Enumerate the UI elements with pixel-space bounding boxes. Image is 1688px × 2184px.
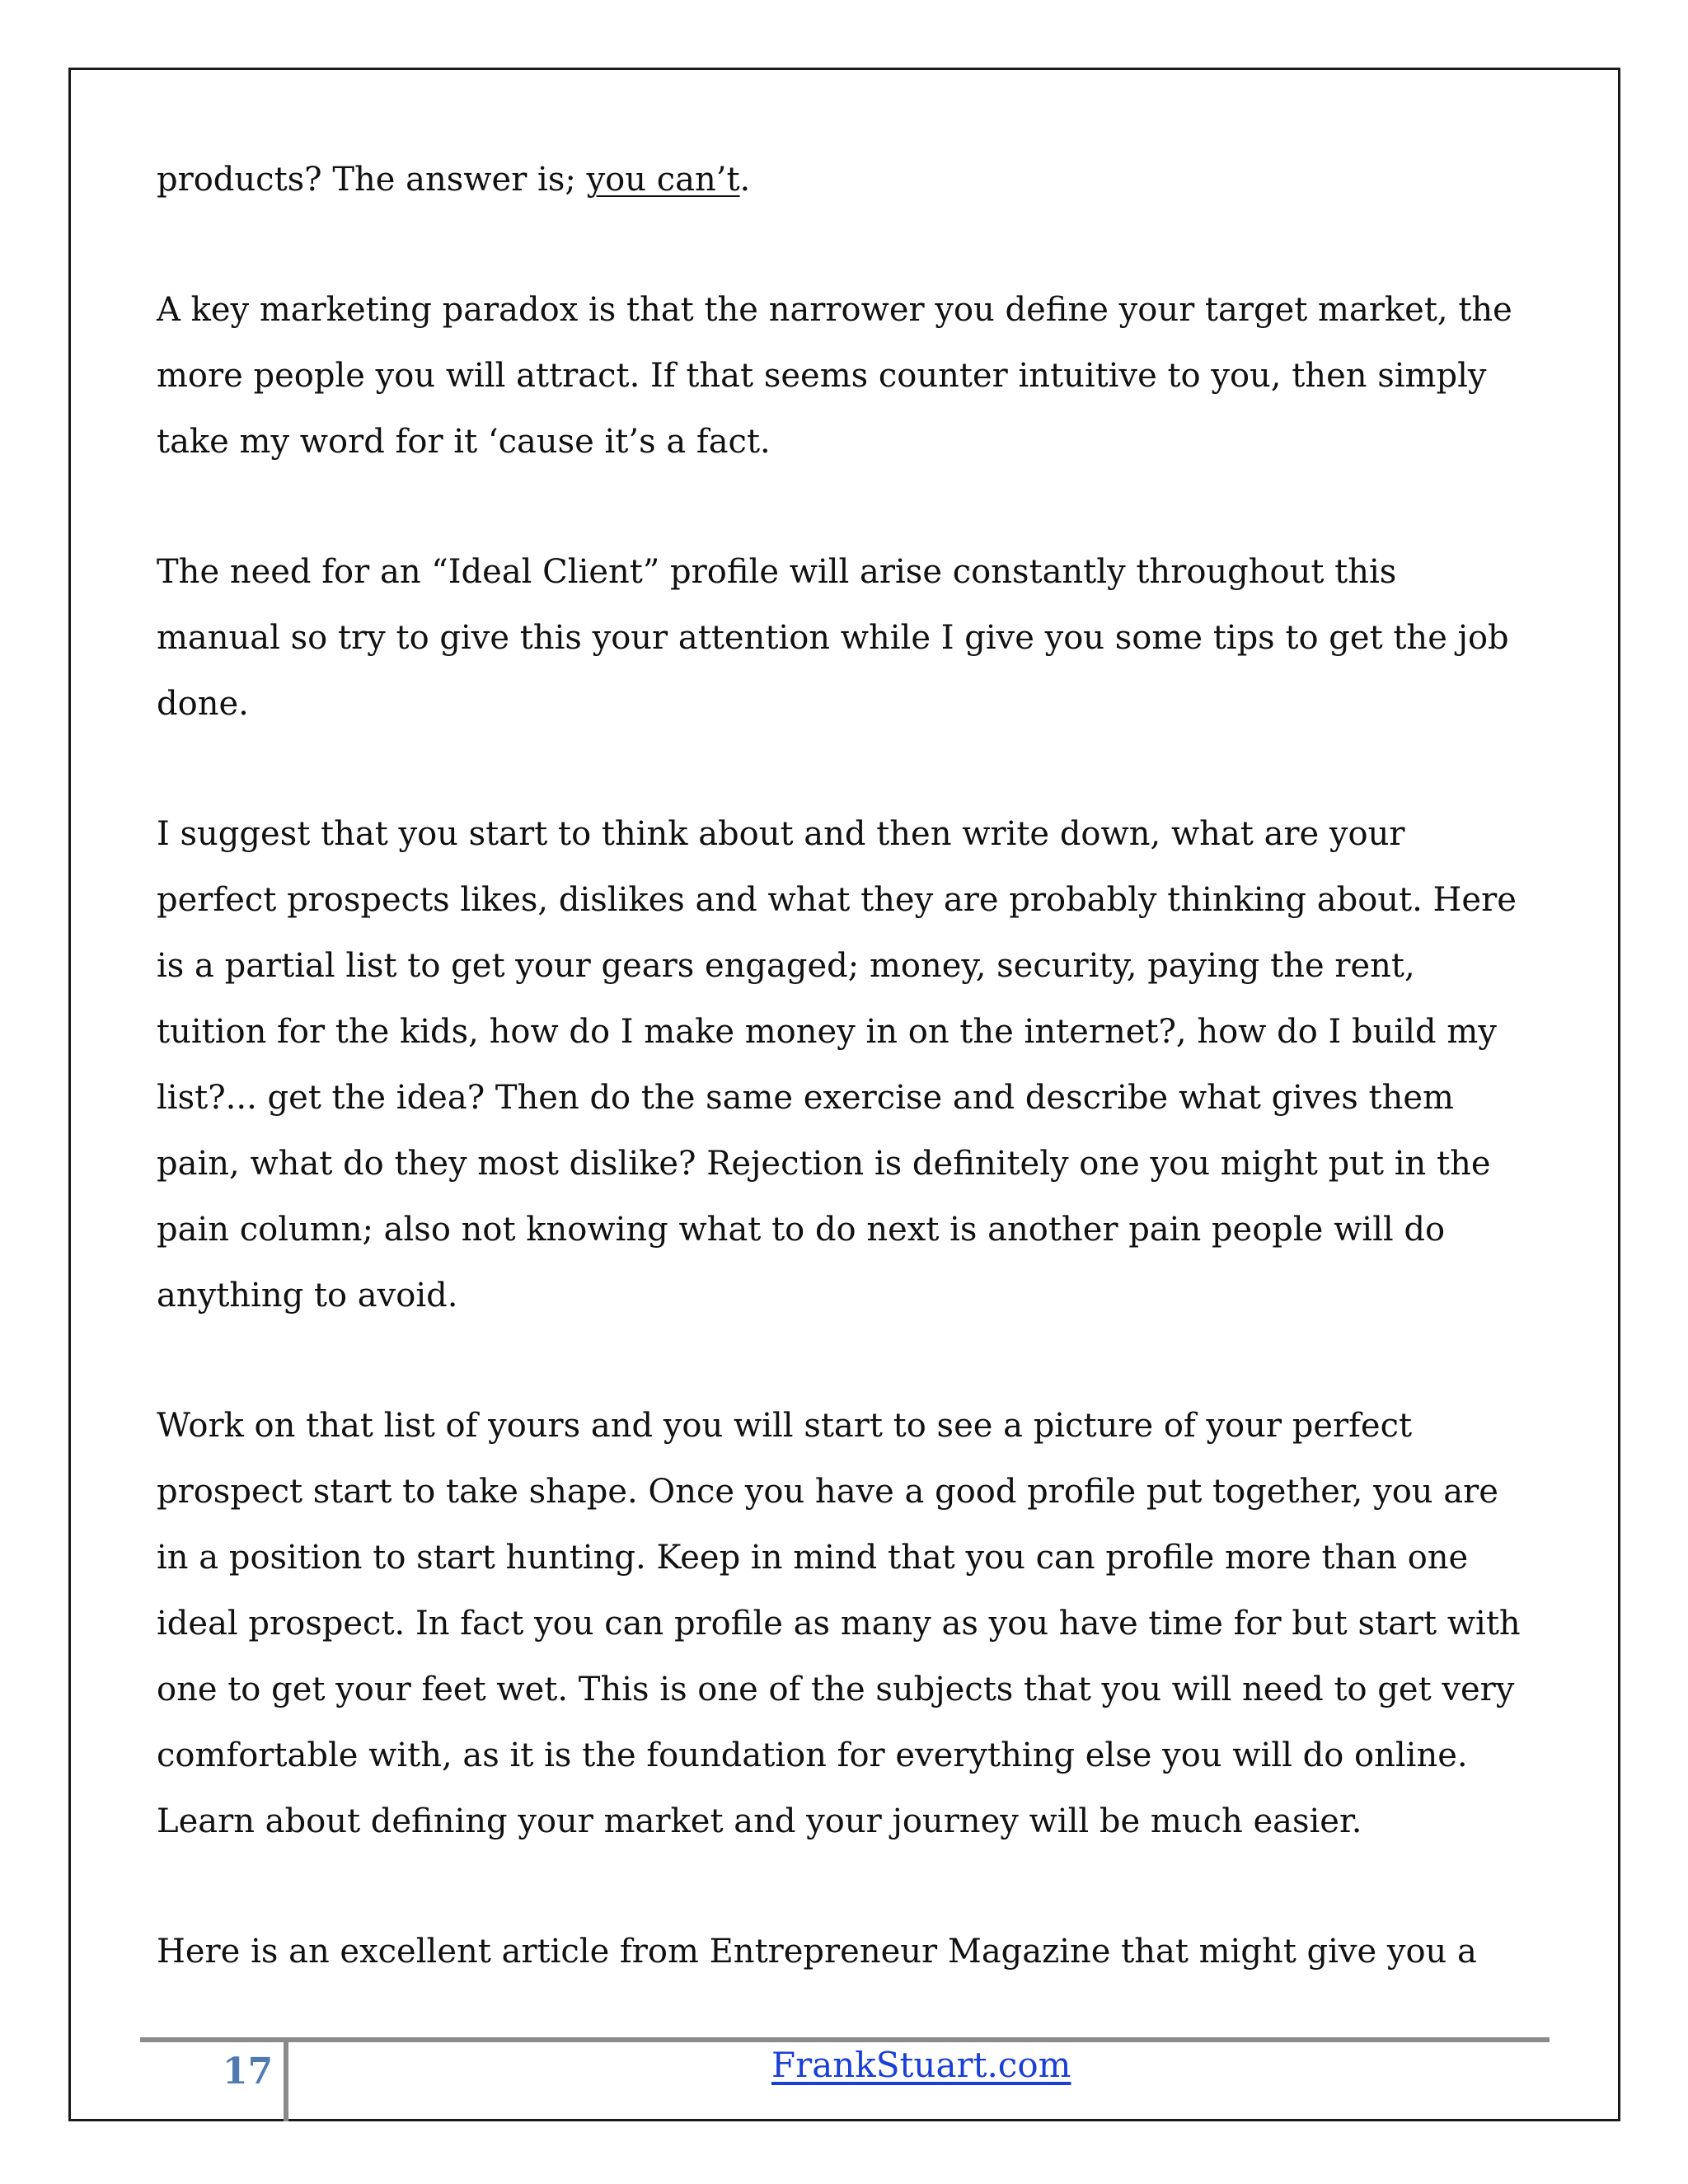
text-line: [157, 999, 1541, 1065]
text-line: [157, 1131, 1541, 1197]
text-line: [157, 1591, 1541, 1657]
text-line: [157, 1197, 1541, 1263]
text-line: [157, 1393, 1541, 1459]
text-segment: manual so try to give this your attention while I give you some tips to get the job: [157, 619, 1509, 657]
text-line: [157, 277, 1541, 343]
text-segment: comfortable with, as it is the foundation for everything else you will do online.: [157, 1736, 1468, 1774]
text-segment: Learn about defining your market and your journey will be much easier.: [157, 1802, 1362, 1840]
text-line: [157, 409, 1541, 475]
text-segment: perfect prospects likes, dislikes and what they are probably thinking about. Here: [157, 881, 1517, 919]
footer-website-link[interactable]: FrankStuart.com: [771, 2045, 1071, 2085]
paragraph: [157, 1393, 1541, 1854]
footer-divider: [284, 2042, 288, 2121]
text-line: [157, 933, 1541, 999]
text-line: [157, 1919, 1541, 1985]
text-line: [157, 1788, 1541, 1854]
text-segment: more people you will attract. If that seems counter intuitive to you, then simply: [157, 357, 1487, 395]
text-segment: anything to avoid.: [157, 1277, 458, 1315]
text-segment: I suggest that you start to think about and then write down, what are your: [157, 815, 1405, 853]
text-segment: products? The answer is;: [157, 161, 587, 199]
text-segment: take my word for it ‘cause it’s a fact.: [157, 423, 771, 461]
page-number: 17: [223, 2050, 274, 2093]
text-line: [157, 1065, 1541, 1131]
text-segment: tuition for the kids, how do I make money in on the internet?, how do I build my: [157, 1013, 1497, 1051]
text-line: [157, 1525, 1541, 1591]
text-line: [157, 671, 1541, 737]
text-segment: Here is an excellent article from Entrepreneur Magazine that might give you a: [157, 1933, 1477, 1971]
text-line: [157, 801, 1541, 867]
text-line: [157, 605, 1541, 671]
text-segment: Work on that list of yours and you will start to see a picture of your perfect: [157, 1407, 1413, 1445]
text-segment: in a position to start hunting. Keep in mind that you can profile more than one: [157, 1539, 1469, 1577]
paragraph: [157, 277, 1541, 475]
text-segment: pain column; also not knowing what to do next is another pain people will do: [157, 1211, 1446, 1249]
document-body: [157, 147, 1541, 1985]
paragraph: [157, 147, 1541, 213]
text-line: [157, 1263, 1541, 1329]
text-segment: ideal prospect. In fact you can profile as many as you have time for but start with: [157, 1605, 1521, 1643]
text-segment: The need for an “Ideal Client” profile will arise constantly throughout this: [157, 553, 1397, 591]
text-segment: A key marketing paradox is that the narrower you define your target market, the: [157, 291, 1512, 329]
underlined-text: you can’t: [586, 161, 740, 199]
text-line: [157, 867, 1541, 933]
text-segment: is a partial list to get your gears engaged; money, security, paying the rent,: [157, 947, 1415, 985]
text-segment: prospect start to take shape. Once you have a good profile put together, you are: [157, 1473, 1498, 1511]
text-line: [157, 1657, 1541, 1722]
text-segment: one to get your feet wet. This is one of the subjects that you will need to get very: [157, 1671, 1515, 1708]
text-segment: pain, what do they most dislike? Rejection is definitely one you might put in the: [157, 1145, 1491, 1183]
text-line: [157, 1459, 1541, 1525]
paragraph: [157, 801, 1541, 1329]
paragraph: [157, 1919, 1541, 1985]
text-segment: list?... get the idea? Then do the same exercise and describe what gives them: [157, 1079, 1454, 1117]
text-line: [157, 539, 1541, 605]
text-segment: .: [739, 161, 751, 199]
text-line: [157, 1722, 1541, 1788]
text-line: [157, 343, 1541, 409]
paragraph: [157, 539, 1541, 737]
text-line: [157, 147, 1541, 213]
text-segment: done.: [157, 685, 249, 723]
